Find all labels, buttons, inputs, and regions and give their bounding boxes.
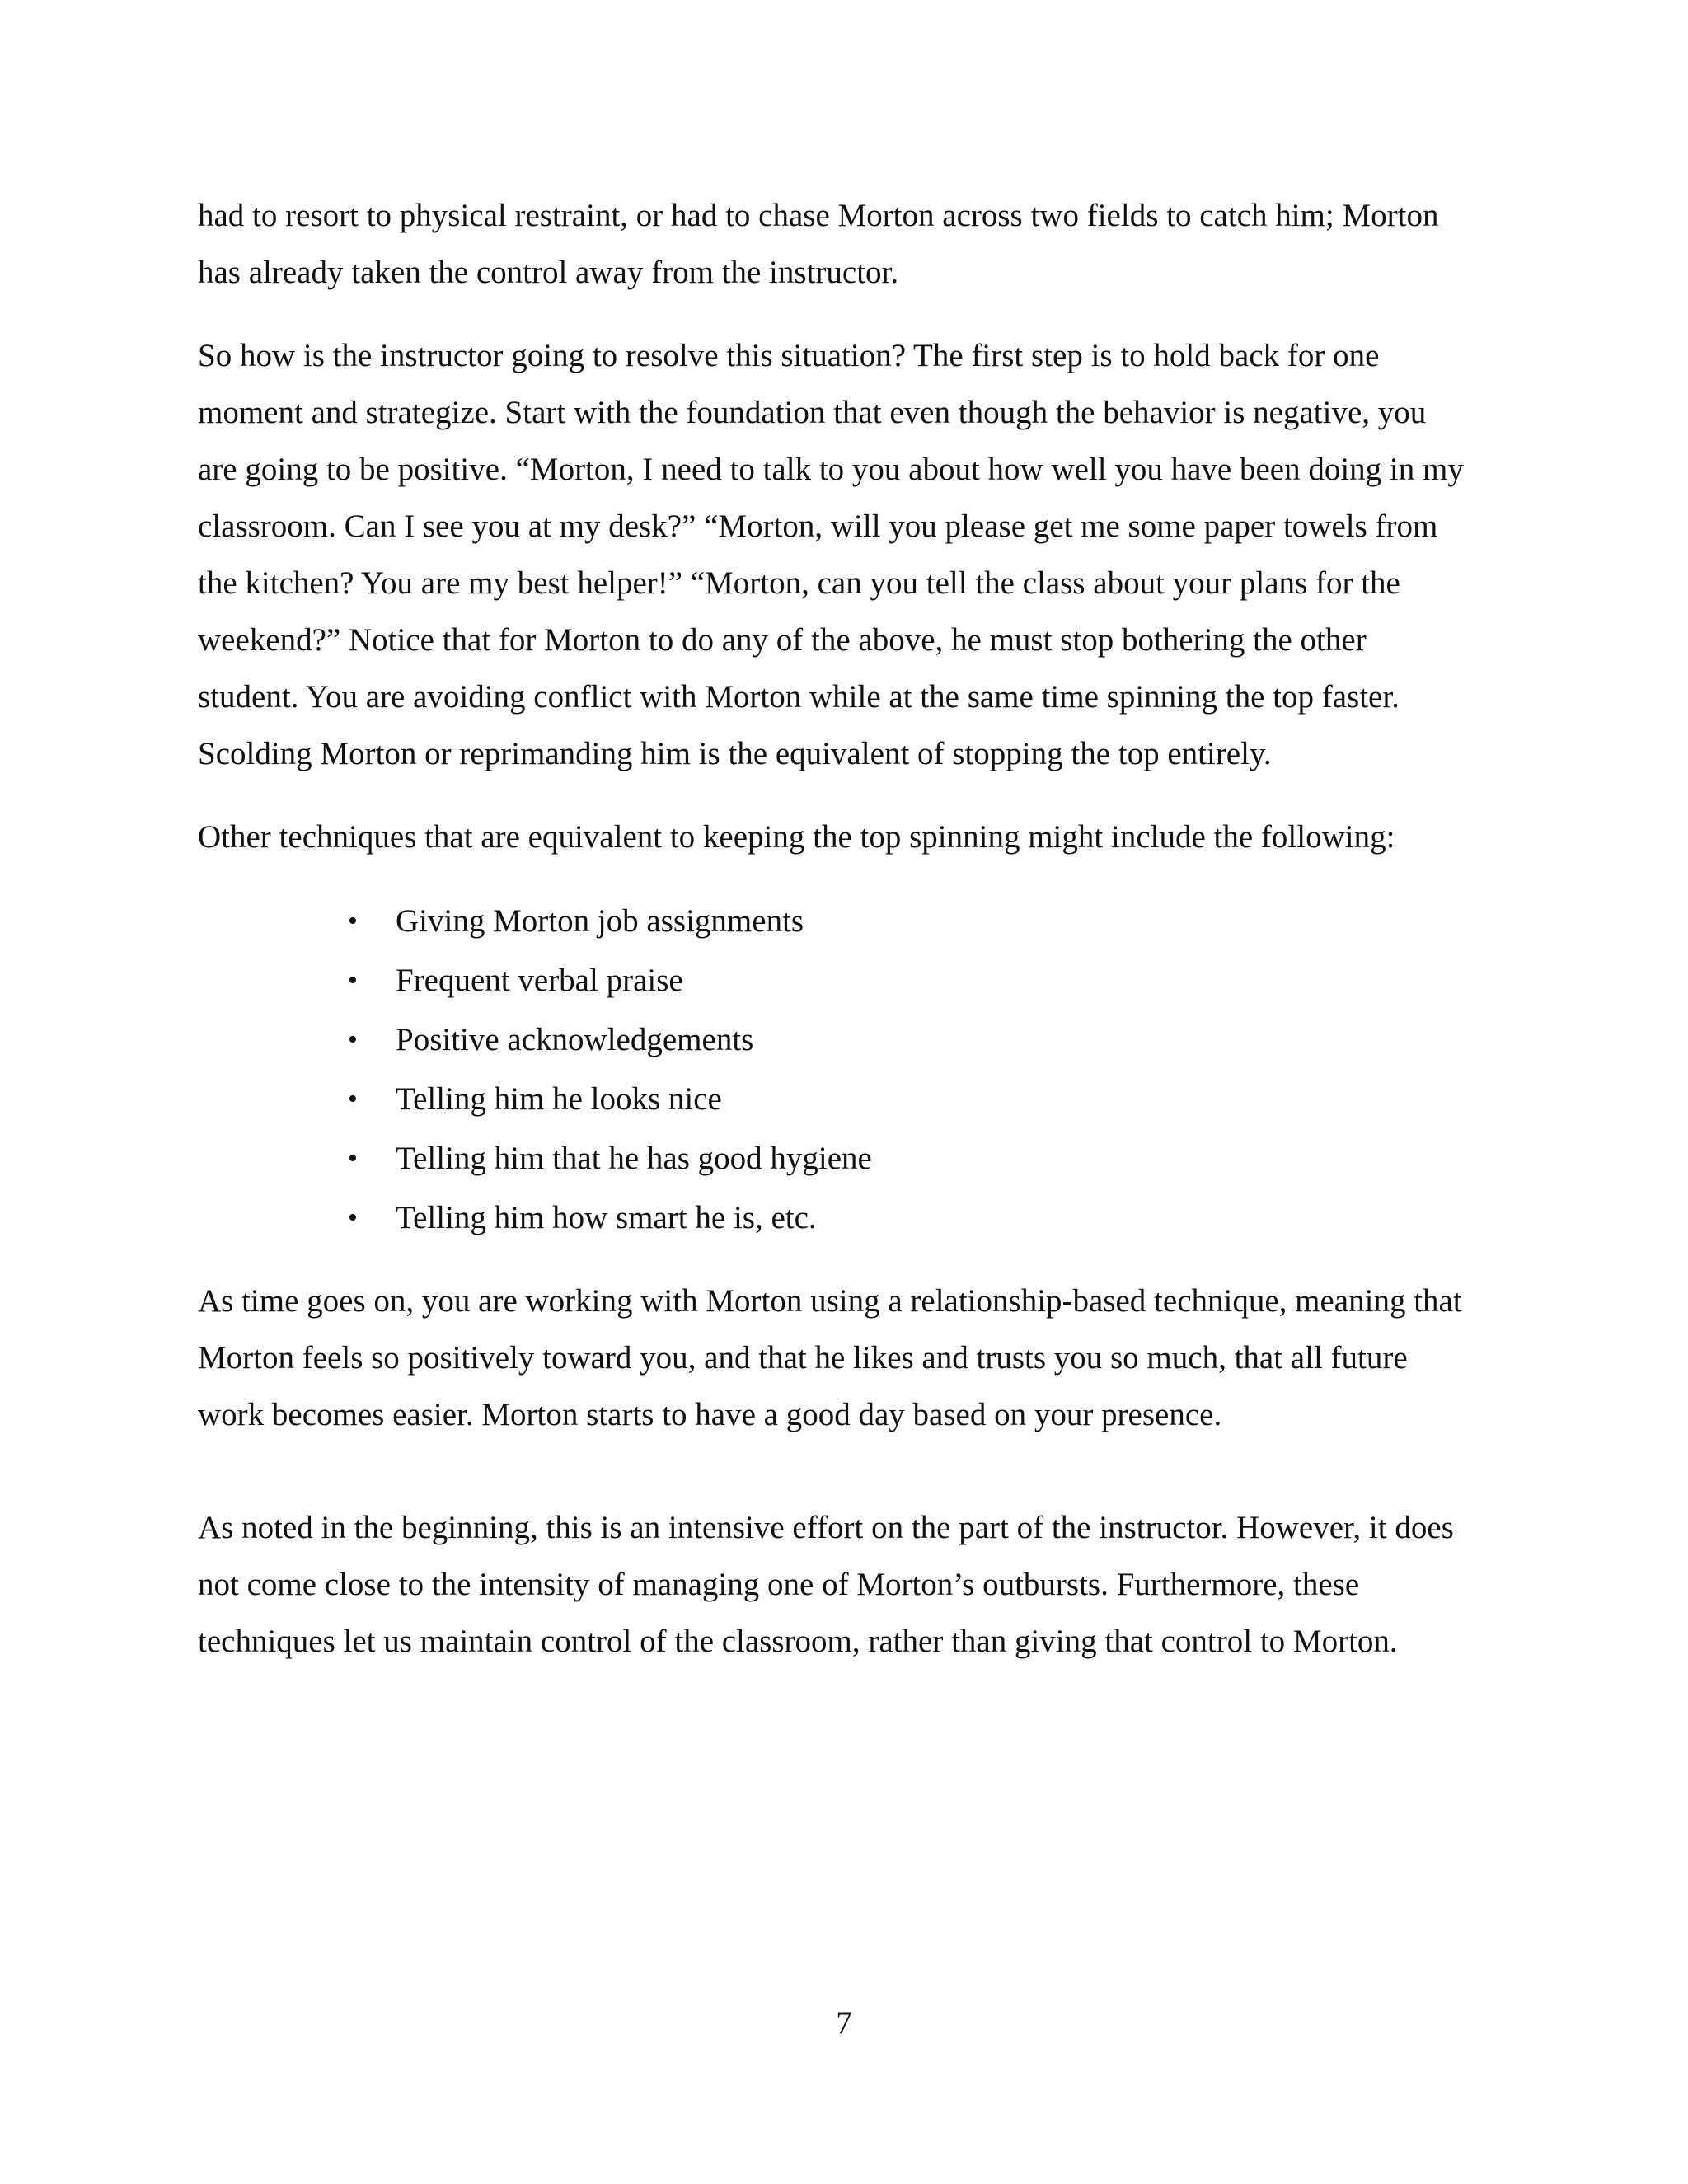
techniques-list — [198, 892, 1471, 1248]
paragraph-intensive-effort: As noted in the beginning, this is an intensive effort on the part of the instructor. However, it does not come close to the intensity of managing one of Morton’s outbursts. Furthermore, these techniques let us maintain control of the classroom, rather than giving that control to Morton. — [198, 1510, 1454, 1659]
list-item-text: Telling him he looks nice — [396, 1081, 722, 1117]
bullet-icon: • — [348, 1024, 358, 1055]
bullet-icon: • — [348, 1202, 358, 1233]
bullet-icon: • — [348, 906, 358, 936]
list-item — [198, 1070, 1471, 1129]
list-item-text: Telling him how smart he is, etc. — [396, 1200, 817, 1235]
list-item-text: Frequent verbal praise — [396, 963, 683, 998]
paragraph-other-techniques: Other techniques that are equivalent to keeping the top spinning might include the following: — [198, 819, 1395, 855]
paragraph-resolve-situation: So how is the instructor going to resolve this situation? The first step is to hold back for one moment and strategize. Start with the foundation that even though the behavior is negative, you are going to be positive. “Morton, I need to talk to you about how well you have been doing in my classroom. Can I see you at my desk?” “Morton, will you please get me some paper towels from the kitchen? You are my best helper!” “Morton, can you tell the class about your plans for the weekend?” Notice that for Morton to do any of the above, he must stop bothering the other student. You are avoiding conflict with Morton while at the same time spinning the top faster. Scolding Morton or reprimanding him is the equivalent of stopping the top entirely. — [198, 338, 1464, 771]
bullet-icon: • — [348, 1084, 358, 1114]
list-item — [198, 1188, 1471, 1248]
list-item-text: Telling him that he has good hygiene — [396, 1141, 872, 1176]
bullet-icon: • — [348, 965, 358, 996]
paragraph-relationship-based: As time goes on, you are working with Morton using a relationship-based technique, meaning that Morton feels so positively toward you, and that he likes and trusts you so much, that all future work becomes easier. Morton starts to have a good day based on your presence. — [198, 1283, 1462, 1432]
list-item-text: Positive acknowledgements — [396, 1022, 754, 1057]
list-item — [198, 1129, 1471, 1188]
page-number: 7 — [836, 2005, 852, 2041]
list-item — [198, 951, 1471, 1010]
list-item — [198, 892, 1471, 951]
list-item — [198, 1010, 1471, 1070]
page-body — [198, 187, 1471, 1696]
paragraph-continued: had to resort to physical restraint, or had to chase Morton across two fields to catch him; Morton has already taken the control away from the instructor. — [198, 198, 1439, 290]
blank-line — [198, 1469, 1471, 1499]
list-item-text: Giving Morton job assignments — [396, 903, 804, 939]
bullet-icon: • — [348, 1143, 358, 1174]
